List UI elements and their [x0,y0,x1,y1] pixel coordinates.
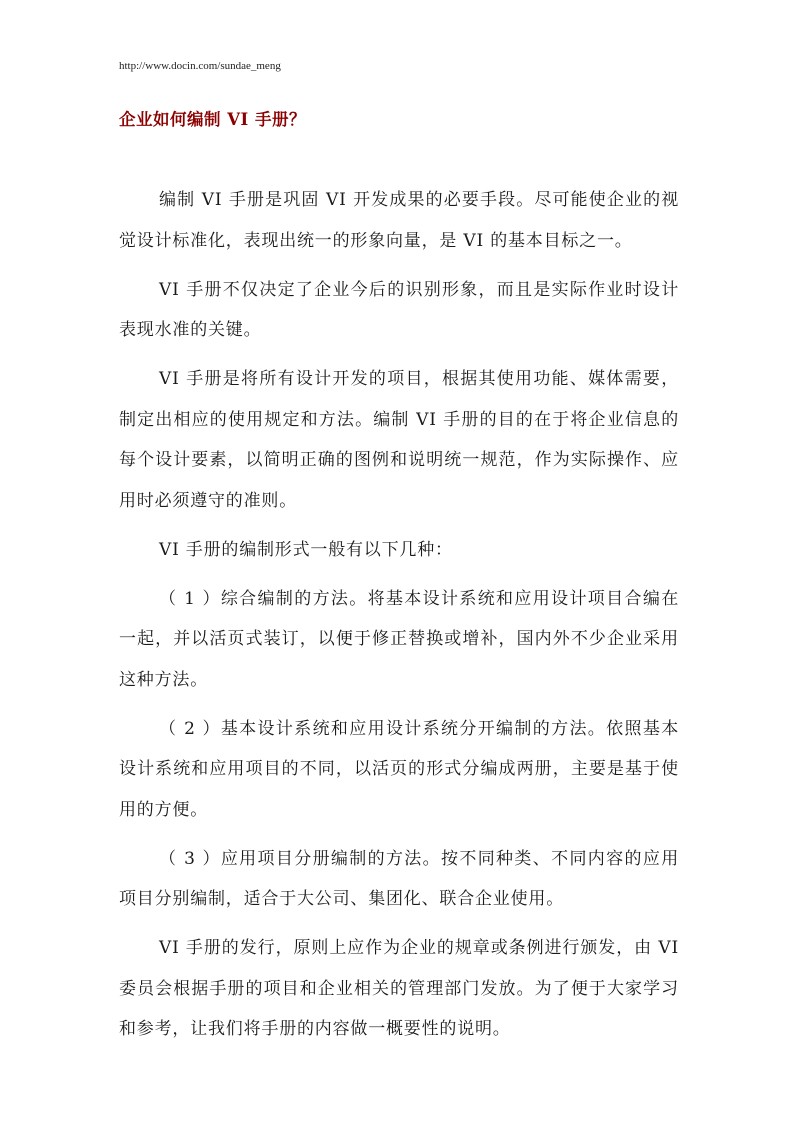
paragraph: VI 手册不仅决定了企业今后的识别形象，而且是实际作业时设计表现水准的关键。 [119,279,679,340]
paragraph: （ 1 ）综合编制的方法。将基本设计系统和应用设计项目合编在一起，并以活页式装订，以便于修正替换或增补，国内外不少企业采用这种方法。 [119,588,679,690]
document-title: 企业如何编制 VI 手册？ [119,110,307,129]
paragraph: VI 手册的编制形式一般有以下几种： [159,539,453,560]
paragraph: VI 手册是将所有设计开发的项目，根据其使用功能、媒体需要，制定出相应的使用规定和方法。编制 VI 手册的目的在于将企业信息的每个设计要素，以简明正确的图例和说明统一规范，作为实际操作、应用时必须遵守的准则。 [119,369,679,511]
paragraph: （ 3 ）应用项目分册编制的方法。按不同种类、不同内容的应用项目分别编制，适合于大公司、集团化、联合企业使用。 [119,848,679,909]
document-body [119,180,679,1058]
paragraph: VI 手册的发行，原则上应作为企业的规章或条例进行颁发，由 VI 委员会根据手册的项目和企业相关的管理部门发放。为了便于大家学习和参考，让我们将手册的内容做一概要性的说明。 [119,938,679,1039]
paragraph: （ 2 ）基本设计系统和应用设计系统分开编制的方法。依照基本设计系统和应用项目的不同，以活页的形式分编成两册，主要是基于使用的方便。 [119,718,679,820]
paragraph: 编制 VI 手册是巩固 VI 开发成果的必要手段。尽可能使企业的视觉设计标准化，表现出统一的形象向量，是 VI 的基本目标之一。 [119,190,679,251]
source-url: http://www.docin.com/sundae_meng [119,60,281,72]
